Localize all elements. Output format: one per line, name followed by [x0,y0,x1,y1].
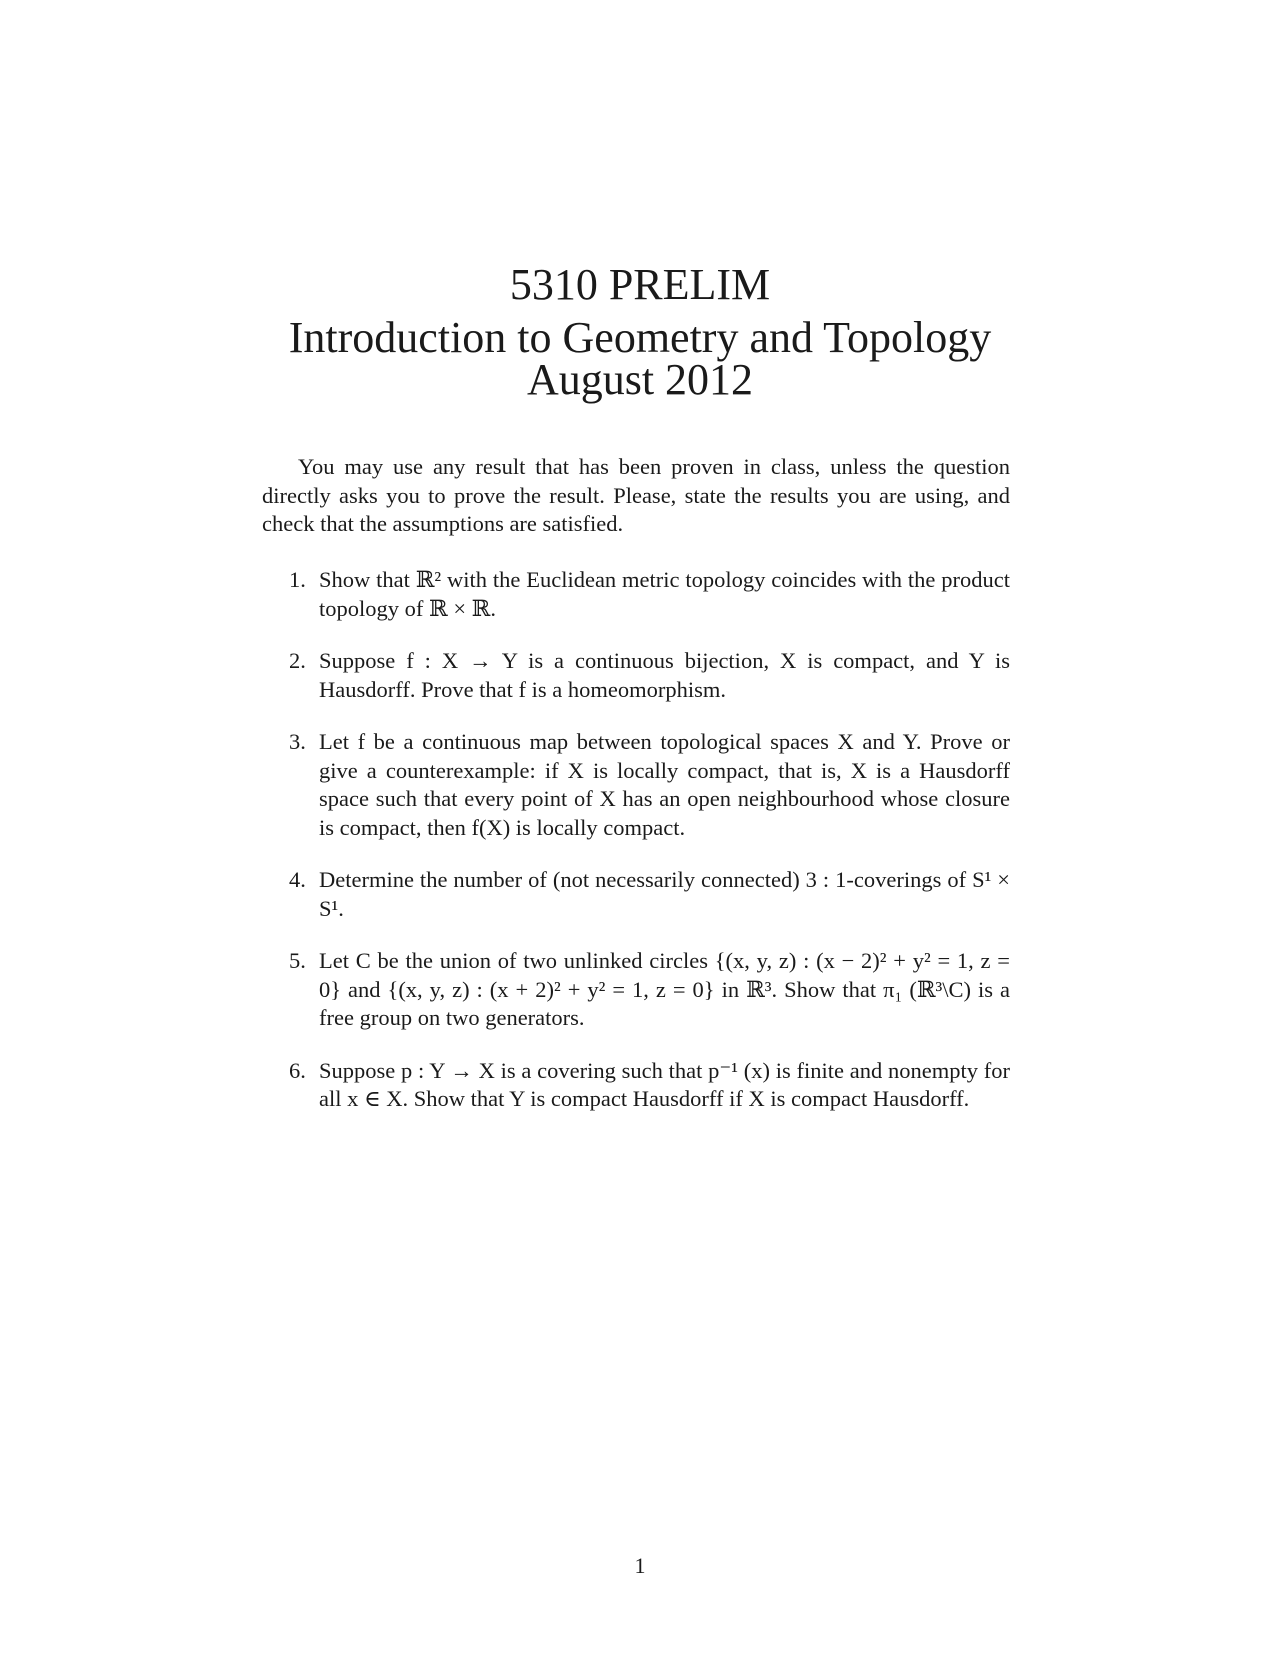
problem-item [262,647,1010,704]
problem-item [262,566,1010,623]
title-line: Introduction to Geometry and Topology [288,313,992,362]
problem-number: 4. [289,867,306,892]
course-line: 5310 PRELIM [509,260,771,309]
course-title [0,262,1280,308]
problem-text: Determine the number of (not necessarily connected) 3 : 1-coverings of S¹ × S¹. [319,867,1010,921]
problem-list [262,566,1010,1138]
problem-text: Suppose f : X → Y is a continuous bijection, X is compact, and Y is Hausdorff. Prove that f is a homeomorphism. [319,648,1010,702]
problem-number: 1. [289,567,306,592]
problem-number: 6. [289,1057,306,1083]
problem-text: Suppose p : Y → X is a covering such that p⁻¹ (x) is finite and nonempty for all x ∈ X. Show that Y is compact Hausdorff if X is compact Hausdorff. [319,1057,1010,1111]
problem-item [262,1057,1010,1114]
problem-item [262,947,1010,1033]
problem-number: 2. [289,648,306,673]
problem-item [262,728,1010,842]
problem-text: Show that ℝ² with the Euclidean metric topology coincides with the product topology of ℝ × ℝ. [319,567,1010,621]
problem-text: Let f be a continuous map between topological spaces X and Y. Prove or give a counterexample: if X is locally compact, that is, X is a Hausdorff space such that every point of X has an open neighbourhood whose closure is compact, then f(X) is locally compact. [319,729,1010,840]
problem-number: 3. [289,729,306,754]
date-line: August 2012 [526,355,754,404]
page-number: 1 [634,1553,646,1578]
problem-item [262,866,1010,923]
instructions-paragraph: You may use any result that has been proven in class, unless the question directly asks you to prove the result. Please, state the results you are using, and check that the assumptions are satisfied. [262,454,1010,536]
exam-date [0,357,1280,403]
problem-number: 5. [289,948,306,973]
problem-text: Let C be the union of two unlinked circles {(x, y, z) : (x − 2)² + y² = 1, z = 0} and {(x, y, z) : (x + 2)² + y² = 1, z = 0} in ℝ³. Show that π₁ (ℝ³\C) is a free group on two generators. [319,948,1010,1030]
